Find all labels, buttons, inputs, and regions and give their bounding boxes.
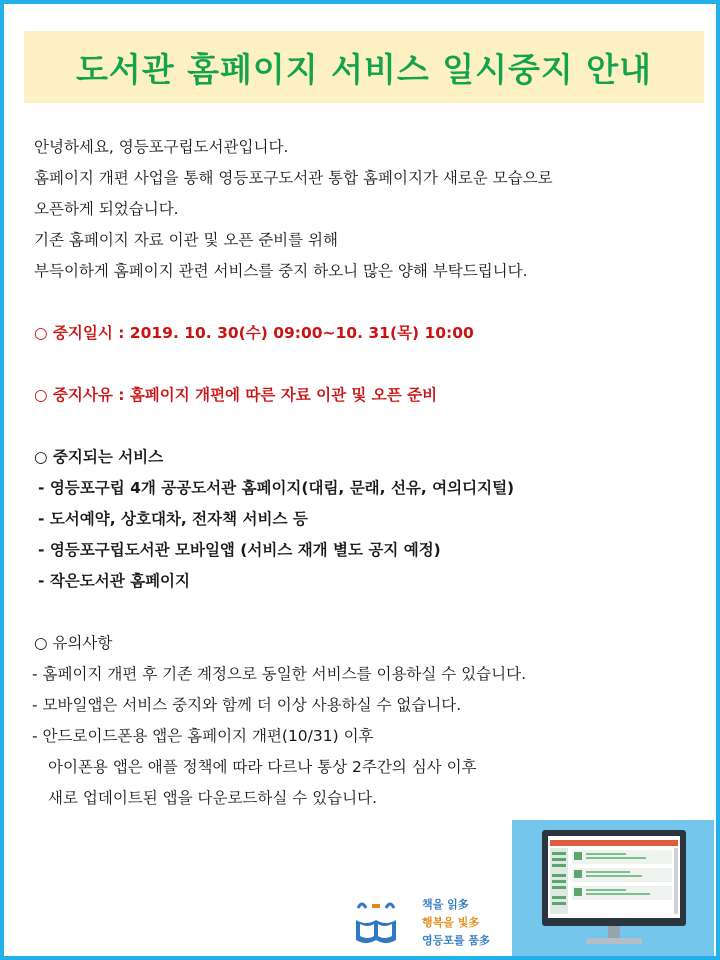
services-heading: ○ 중지되는 서비스 bbox=[34, 448, 164, 466]
suspension-period: ○ 중지일시 : 2019. 10. 30(수) 09:00~10. 31(목) 10:00 bbox=[34, 324, 474, 342]
logo-slogan-line: 책을 읽多 bbox=[422, 898, 469, 911]
monitor-icon bbox=[512, 820, 714, 956]
note-continuation: 아이폰용 앱은 애플 정책에 따라 다르나 통상 2주간의 심사 이후 bbox=[48, 758, 477, 776]
notice-body bbox=[34, 132, 694, 814]
intro-line: 오픈하게 되었습니다. bbox=[34, 200, 179, 218]
intro-line: 안녕하세요, 영등포구립도서관입니다. bbox=[34, 138, 289, 156]
note-item: - 모바일앱은 서비스 중지와 함께 더 이상 사용하실 수 없습니다. bbox=[32, 696, 462, 714]
intro-line: 부득이하게 홈페이지 관련 서비스를 중지 하오니 많은 양해 부탁드립니다. bbox=[34, 262, 528, 280]
service-item: - 영등포구립도서관 모바일앱 (서비스 재개 별도 공지 예정) bbox=[38, 541, 441, 559]
notes-heading: ○ 유의사항 bbox=[34, 634, 113, 652]
page-title: 도서관 홈페이지 서비스 일시중지 안내 bbox=[75, 49, 652, 89]
logo-slogan bbox=[422, 896, 490, 950]
note-item: - 안드로이드폰용 앱은 홈페이지 개편(10/31) 이후 bbox=[32, 727, 374, 745]
note-item: - 홈페이지 개편 후 기존 계정으로 동일한 서비스를 이용하실 수 있습니다. bbox=[32, 665, 527, 683]
service-item: - 영등포구립 4개 공공도서관 홈페이지(대림, 문래, 선유, 여의디지털) bbox=[38, 479, 515, 497]
service-item: - 도서예약, 상호대차, 전자책 서비스 등 bbox=[38, 510, 308, 528]
intro-line: 홈페이지 개편 사업을 통해 영등포구도서관 통합 홈페이지가 새로운 모습으로 bbox=[34, 169, 553, 187]
title-banner bbox=[24, 31, 704, 103]
suspension-reason: ○ 중지사유 : 홈페이지 개편에 따른 자료 이관 및 오픈 준비 bbox=[34, 386, 438, 404]
intro-line: 기존 홈페이지 자료 이관 및 오픈 준비를 위해 bbox=[34, 231, 339, 249]
service-item: - 작은도서관 홈페이지 bbox=[38, 572, 190, 590]
logo-slogan-line: 영등포를 품多 bbox=[422, 934, 490, 947]
logo-slogan-line: 행복을 빛多 bbox=[422, 916, 480, 929]
note-continuation: 새로 업데이트된 앱을 다운로드하실 수 있습니다. bbox=[48, 789, 378, 807]
computer-monitor-illustration bbox=[512, 820, 714, 956]
